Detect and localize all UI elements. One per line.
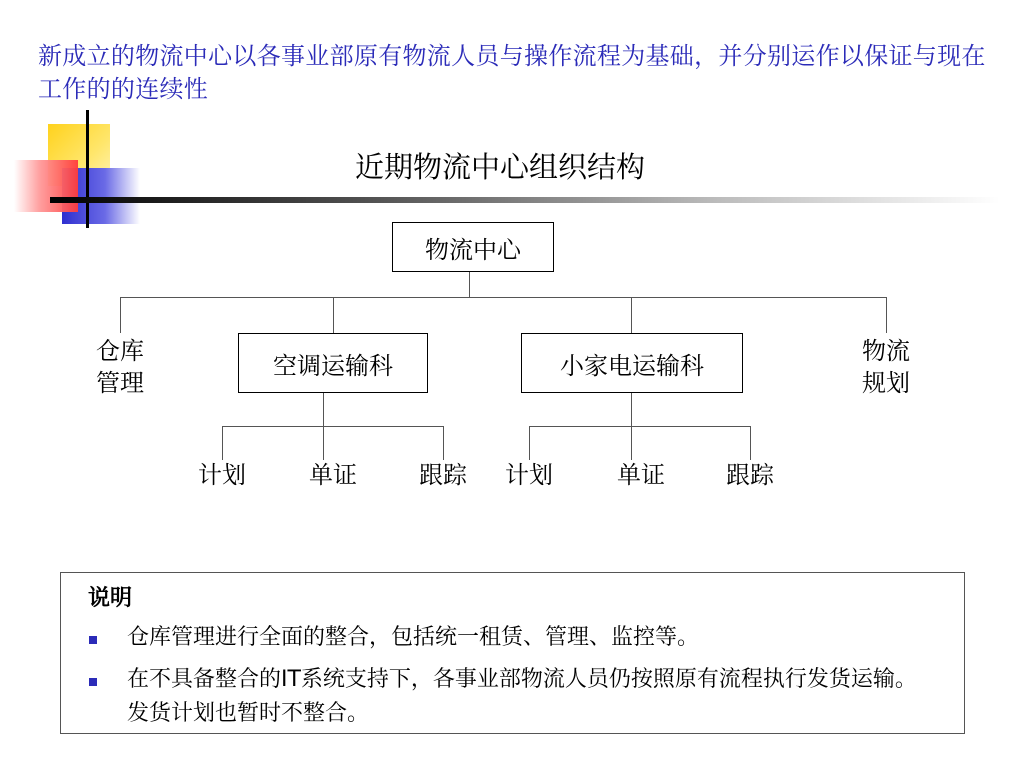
connector xyxy=(323,426,324,460)
connector xyxy=(631,426,632,460)
note-item: 在不具备整合的IT系统支持下，各事业部物流人员仍按照原有流程执行发货运输。发货计划也暂时不整合。 xyxy=(127,667,917,726)
org-node-small-appliance-transport: 小家电运输科 xyxy=(521,333,743,393)
connector xyxy=(529,426,751,427)
connector xyxy=(631,393,632,426)
org-node-tracking: 跟踪 xyxy=(726,461,774,489)
org-node-document: 单证 xyxy=(617,461,665,489)
notes-box xyxy=(60,572,965,734)
org-node-plan: 计划 xyxy=(198,461,246,489)
connector xyxy=(469,272,470,298)
org-node-document: 单证 xyxy=(309,461,357,489)
connector xyxy=(333,297,334,333)
connector xyxy=(222,426,444,427)
bullet-square-icon xyxy=(89,678,97,686)
connector xyxy=(120,297,121,333)
connector xyxy=(886,297,887,333)
org-node-logistics-planning: 物流 规划 xyxy=(862,337,910,397)
org-node-ac-transport: 空调运输科 xyxy=(238,333,428,393)
org-node-tracking: 跟踪 xyxy=(419,461,467,489)
connector xyxy=(443,426,444,460)
connector xyxy=(631,297,632,333)
connector xyxy=(529,426,530,460)
org-node-root: 物流中心 xyxy=(392,222,554,272)
note-item: 仓库管理进行全面的整合，包括统一租赁、管理、监控等。 xyxy=(127,625,700,650)
slide-title: 近期物流中心组织结构 xyxy=(354,150,645,184)
connector xyxy=(222,426,223,460)
title-rule xyxy=(50,197,1000,203)
bullet-square-icon xyxy=(89,636,97,644)
org-node-warehouse-management: 仓库 管理 xyxy=(96,337,144,397)
org-node-plan: 计划 xyxy=(505,461,553,489)
connector xyxy=(323,393,324,426)
connector xyxy=(750,426,751,460)
connector xyxy=(120,297,886,298)
notes-title: 说明 xyxy=(88,586,133,611)
header-statement: 新成立的物流中心以各事业部原有物流人员与操作流程为基础，并分别运作以保证与现在工作的的连续性 xyxy=(38,42,986,103)
